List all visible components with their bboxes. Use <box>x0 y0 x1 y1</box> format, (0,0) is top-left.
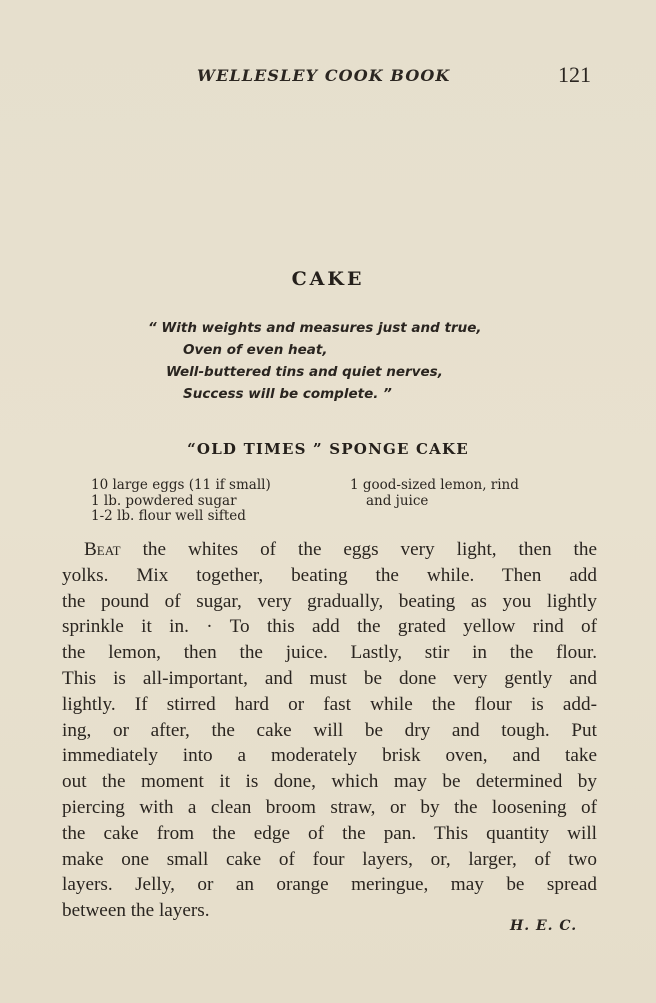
epigraph-line: Well-buttered tins and quiet nerves, <box>166 364 443 380</box>
instruction-line: immediately into a moderately brisk oven, and take <box>62 745 597 767</box>
lead-word: Beat <box>84 539 121 560</box>
instruction-line: the cake from the edge of the pan. This quantity will <box>62 822 597 844</box>
instruction-text: the whites of the eggs very light, then the <box>120 539 597 560</box>
recipe-title: “OLD TIMES ” SPONGE CAKE <box>187 440 469 458</box>
instruction-line: the pound of sugar, very gradually, beating as you lightly <box>62 590 597 612</box>
recipe-instructions <box>62 537 597 924</box>
running-head <box>0 62 656 88</box>
instruction-line <box>62 537 597 563</box>
running-head-title: WELLESLEY COOK BOOK <box>197 66 451 85</box>
epigraph-line: Oven of even heat, <box>183 342 328 358</box>
ingredient-item: 1 good-sized lemon, rind <box>350 477 519 493</box>
instruction-line: make one small cake of four layers, or, larger, of two <box>62 848 597 870</box>
instruction-line: out the moment it is done, which may be determined by <box>62 771 597 793</box>
epigraph-line: “ With weights and measures just and true, <box>148 320 482 336</box>
ingredients-column-left <box>91 478 271 525</box>
author-initials: H. E. C. <box>510 918 578 934</box>
ingredient-item: 1 lb. powdered sugar <box>91 492 237 509</box>
ingredient-item: 1-2 lb. flour well sifted <box>91 508 246 524</box>
instruction-line: between the layers. <box>62 900 210 922</box>
ingredients-column-right <box>350 478 519 509</box>
instruction-line: ing, or after, the cake will be dry and tough. Put <box>62 719 597 741</box>
section-title: CAKE <box>291 268 365 290</box>
ingredient-item-continuation: and juice <box>366 492 429 509</box>
instruction-line: sprinkle it in. · To this add the grated yellow rind of <box>62 616 597 638</box>
ingredient-item: 10 large eggs (11 if small) <box>91 477 271 493</box>
instruction-line: the lemon, then the juice. Lastly, stir in the flour. <box>62 642 597 664</box>
instruction-line: yolks. Mix together, beating the while. Then add <box>62 564 597 586</box>
instruction-line: lightly. If stirred hard or fast while the flour is add- <box>62 693 597 715</box>
instruction-line: layers. Jelly, or an orange meringue, may be spread <box>62 874 597 896</box>
instruction-line: This is all-important, and must be done very gently and <box>62 667 597 689</box>
page-number: 121 <box>558 62 591 87</box>
epigraph-line: Success will be complete. ” <box>183 386 392 402</box>
instruction-line: piercing with a clean broom straw, or by the loosening of <box>62 796 597 818</box>
